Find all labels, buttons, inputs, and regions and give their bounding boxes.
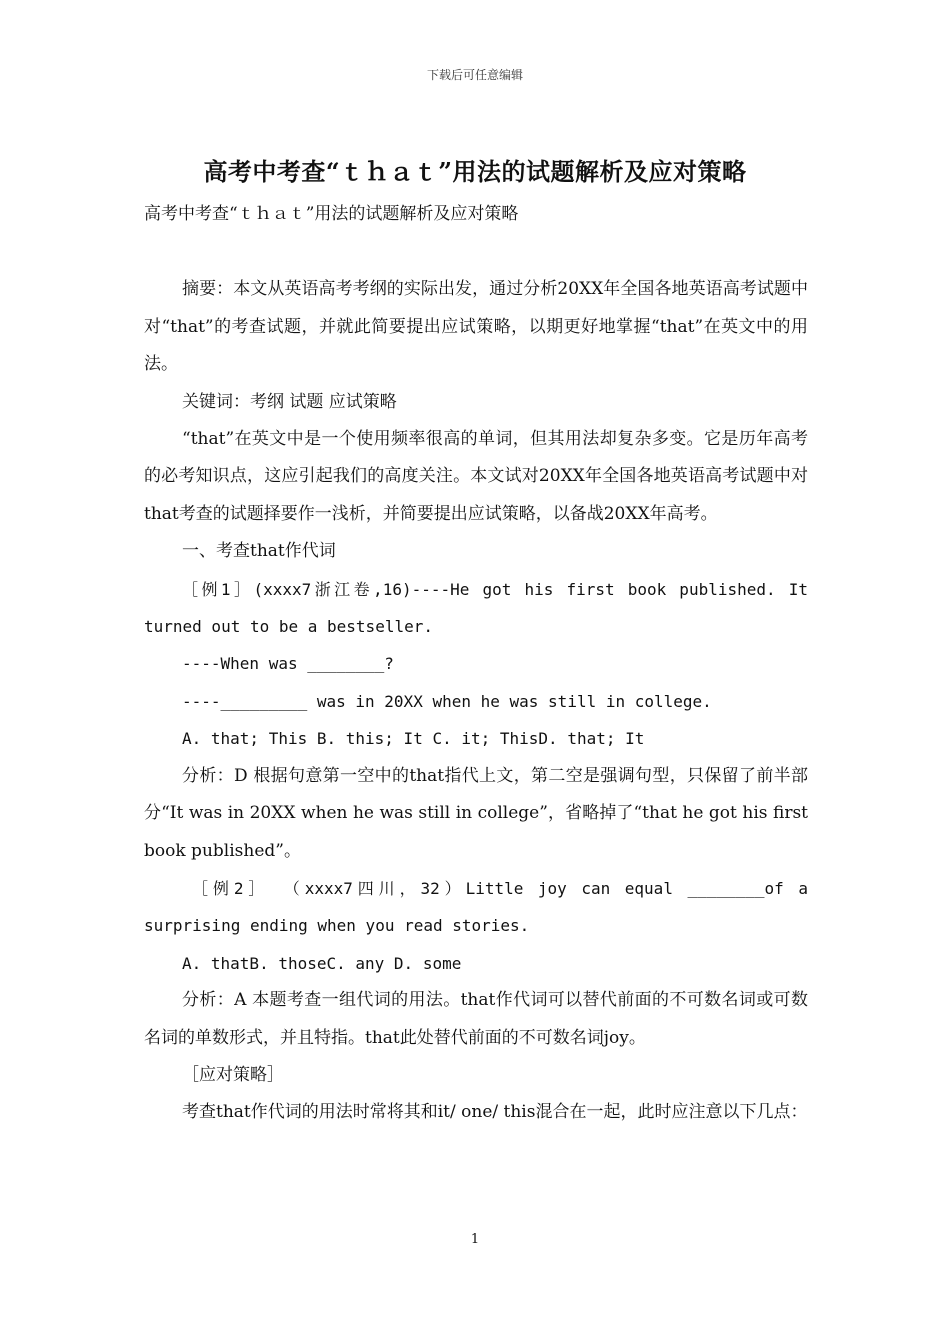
strategy-heading: ［应对策略］: [182, 1064, 284, 1085]
intro-paragraph: “that”在英文中是一个使用频率很高的单词，但其用法却复杂多变。它是历年高考的必考知识点，这应引起我们的高度关注。本文试对20XX年全国各地英语高考试题中对that考查的试题择要作一浅析，并简要提出应试策略，以备战20XX年高考。: [144, 429, 808, 524]
example-1-question: ［例1］(xxxx7浙江卷,16)----He got his first book published. It turned out to be a bestseller.: [144, 579, 808, 637]
page-number: 1: [470, 1232, 480, 1247]
strategy-paragraph: 考查that作代词的用法时常将其和it/ one/ this混合在一起，此时应注意以下几点：: [182, 1102, 808, 1123]
document-title: 高考中考查“ｔｈａｔ”用法的试题解析及应对策略: [203, 157, 747, 186]
keywords-line: 关键词：考纲 试题 应试策略: [182, 391, 397, 412]
blank-line: [144, 233, 808, 271]
example-2-options: A. thatB. thoseC. any D. some: [182, 953, 462, 973]
example-2-analysis: 分析：A 本题考查一组代词的用法。that作代词可以替代前面的不可数名词或可数名词的单数形式，并且特指。that此处替代前面的不可数名词joy。: [144, 990, 808, 1048]
section-heading: 一、考查that作代词: [182, 541, 336, 562]
example-1-line-3: ----_________ was in 20XX when he was still in college.: [182, 691, 712, 711]
example-2-question: ［例2］ （xxxx7四川，32）Little joy can equal ________of a surprising ending when you read stories.: [144, 878, 808, 936]
abstract-paragraph: 摘要：本文从英语高考考纲的实际出发，通过分析20XX年全国各地英语高考试题中对“that”的考查试题，并就此简要提出应试策略，以期更好地掌握“that”在英文中的用法。: [144, 279, 808, 375]
header-note: 下载后可任意编辑: [426, 68, 523, 82]
document-body: [144, 196, 808, 1132]
example-1-options: A. that; This B. this; It C. it; ThisD. that; It: [182, 729, 645, 749]
example-1-analysis: 分析：D 根据句意第一空中的that指代上文，第二空是强调句型，只保留了前半部分“It was in 20XX when he was still in college”，省略掉了“that he got his first book published”。: [144, 765, 808, 861]
document-subtitle: 高考中考查“ｔｈａｔ”用法的试题解析及应对策略: [144, 204, 519, 224]
example-1-line-2: ----When was ________?: [182, 654, 394, 674]
